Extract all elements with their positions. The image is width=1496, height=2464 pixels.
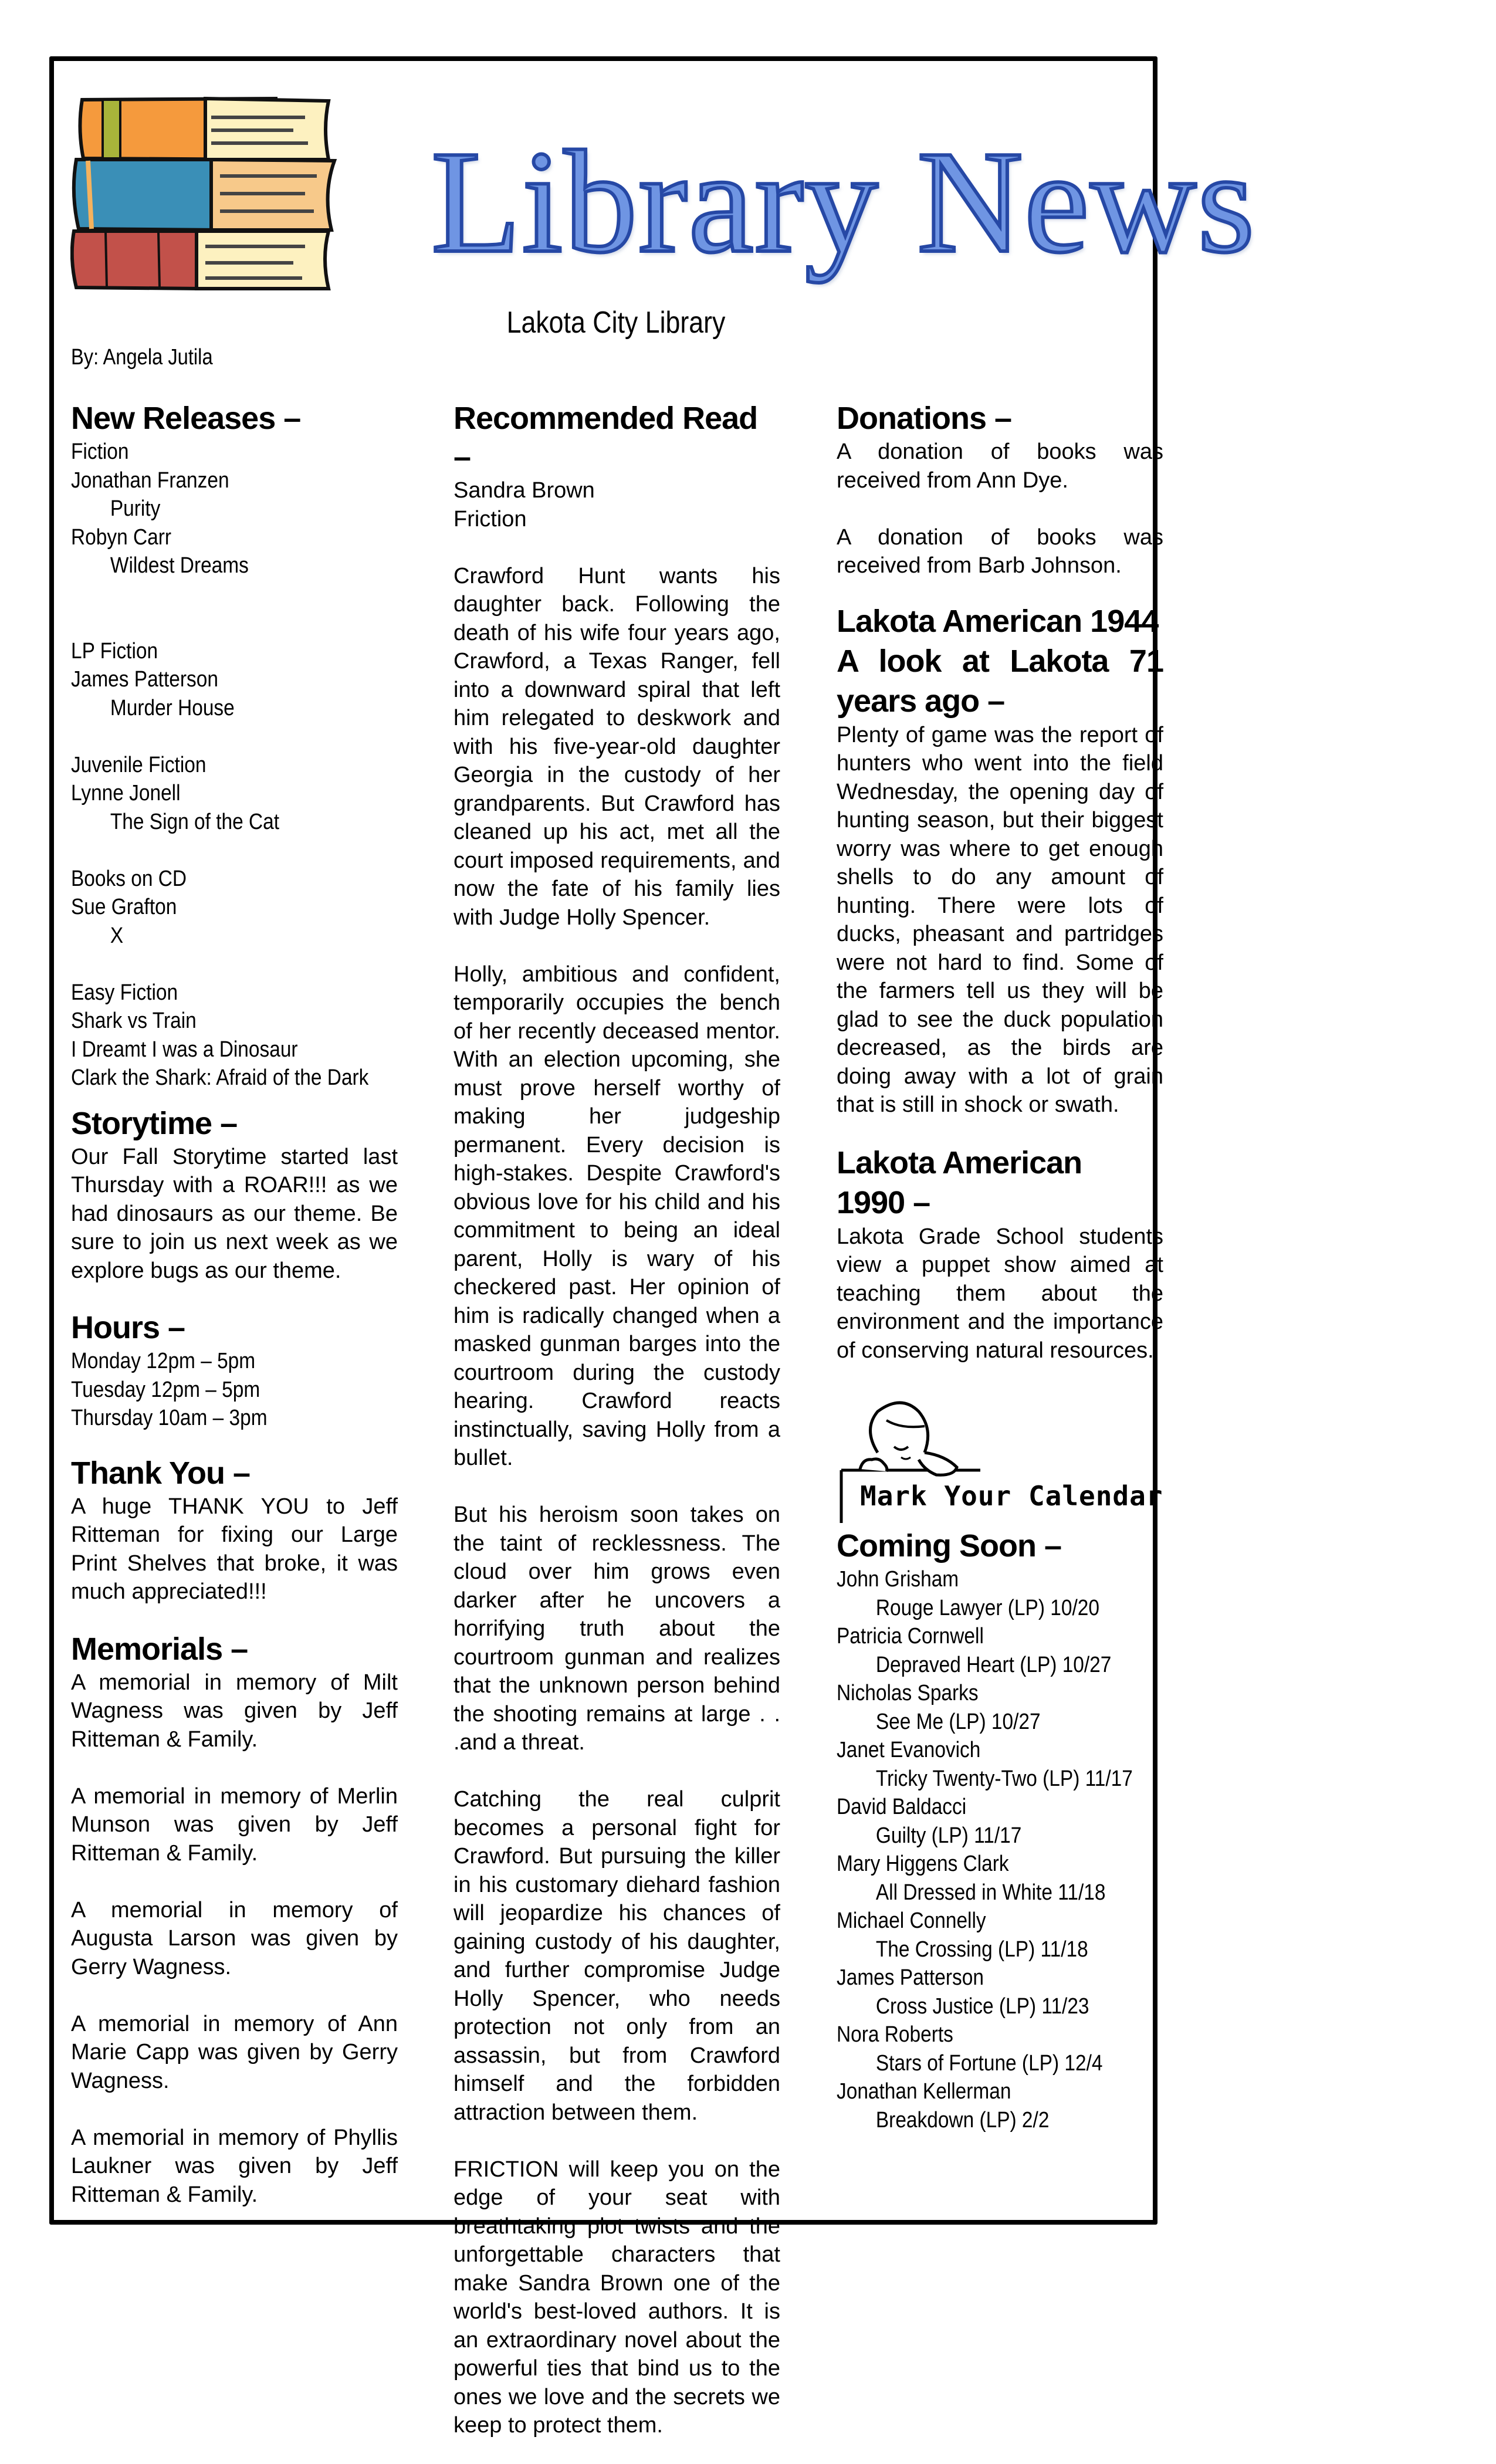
book-author: Sue Grafton [71,895,177,919]
memorial-entry: A memorial in memory of Ann Marie Capp was given by Gerry Wagness. [71,2011,398,2093]
recommended-read-heading: Recommended Read – [453,401,758,475]
book-author: Nora Roberts [837,2022,953,2047]
review-paragraph: Holly, ambitious and confident, temporarily occupies the bench of her recently deceased mentor. With an election upcoming, she must prove herself worthy of making her judgeship permanent. Every decision is high-stakes. Despite Crawford's obvious love for his child and his commitment to being an ideal parent, Holly is wary of his checkered past. Her opinion of him is radically changed when a masked gunman barges into the courtroom during the custody hearing. Crawford reacts instinctually, saving Holly from a bullet. [453,962,780,1470]
heading-line: Lakota American 1944 [837,603,1159,639]
book-title: Shark vs Train [71,1008,197,1033]
mark-your-calendar-text: Mark Your Calendar [860,1480,1163,1512]
book-title: All Dressed in White 11/18 [875,1880,1106,1905]
book-title: Tricky Twenty-Two (LP) 11/17 [875,1766,1133,1791]
book-author: Mary Higgens Clark [837,1852,1009,1876]
book-title: The Crossing (LP) 11/18 [875,1937,1088,1962]
donations-heading: Donations – [837,401,1012,436]
book-stack-icon [70,94,422,293]
category-label: LP Fiction [71,638,158,664]
book-title: I Dreamt I was a Dinosaur [71,1037,298,1062]
donation-entry: A donation of books was received from Barb Johnson. [837,524,1163,578]
review-paragraph: Crawford Hunt wants his daughter back. Following the death of his wife four years ago, Crawford, a Texas Ranger, fell into a downward spiral that left him relegated to deskwork and with his five-year-old daughter Georgia in the custody of her grandparents. But Crawford has cleaned up his act, met all the court imposed requirements, and now the fate of his family lies with Judge Holly Spencer. [453,563,780,930]
book-author: David Baldacci [837,1795,967,1819]
book-author: Michael Connelly [837,1908,986,1933]
column-middle [453,399,780,2440]
review-paragraph: But his heroism soon takes on the taint of recklessness. The cloud over him grows even darker after he uncovers a horrifying truth about the courtroom gunman and realizes that the unknown person behind the shooting remains at large . . .and a threat. [453,1502,780,1755]
mark-your-calendar-banner [837,1394,1165,1523]
donation-entry: A donation of books was received from Ann Dye. [837,439,1163,493]
memorial-entry: A memorial in memory of Phyllis Laukner was given by Jeff Ritteman & Family. [71,2125,398,2207]
book-title: Stars of Fortune (LP) 12/4 [875,2050,1103,2076]
review-paragraph: FRICTION will keep you on the edge of your seat with breathtaking plot twists and the unforgettable characters that make Sandra Brown one of the world's best-loved authors. It is an extraordinary novel about the powerful ties that bind us to the ones we love and the secrets we keep to protect them. [453,2157,780,2438]
book-author: Patricia Cornwell [837,1624,984,1649]
category-label: Juvenile Fiction [71,752,207,777]
book-title: Purity [110,496,161,521]
hours-heading: Hours – [71,1310,185,1345]
memorial-entry: A memorial in memory of Milt Wagness was given by Jeff Ritteman & Family. [71,1670,398,1752]
review-paragraph: Catching the real culprit becomes a personal fight for Crawford. But pursuing the killer in his customary diehard fashion will jeopardize his chances of gaining custody of his daughter, and further compromise Judge Holly Spencer, who needs protection not only from an assassin, but from Crawford himself and the forbidden attraction between them. [453,1787,780,2125]
book-author: Jonathan Franzen [71,468,229,493]
book-author: Jonathan Kellerman [837,2079,1011,2104]
lakota-1944-heading [837,601,1163,721]
column-right [837,399,1163,2134]
hours-line: Monday 12pm – 5pm [71,1349,256,1373]
book-title: Depraved Heart (LP) 10/27 [875,1652,1112,1677]
book-title: The Sign of the Cat [110,809,280,834]
book-title: Clark the Shark: Afraid of the Dark [71,1065,369,1090]
book-title: X [110,923,124,948]
column-left [71,399,398,2209]
new-releases-heading: New Releases – [71,401,301,436]
memorial-entry: A memorial in memory of Augusta Larson was given by Gerry Wagness. [71,1897,398,1979]
book-author: Robyn Carr [71,524,171,550]
book-title: Murder House [110,695,235,720]
byline: By: Angela Jutila [71,345,213,370]
book-author: Sandra Brown [453,478,595,503]
book-author: James Patterson [71,667,218,692]
hours-line: Tuesday 12pm – 5pm [71,1377,260,1402]
book-author: Janet Evanovich [837,1738,981,1762]
book-title: See Me (LP) 10/27 [875,1709,1041,1734]
thank-you-heading: Thank You – [71,1455,251,1491]
lakota-1990-heading [837,1143,1163,1223]
heading-line: A look at Lakota 71 [837,643,1163,679]
book-author: James Patterson [837,1965,984,1990]
heading-line: Lakota American [837,1145,1082,1180]
book-title: Breakdown (LP) 2/2 [875,2107,1050,2133]
masthead-title: Library News [431,121,1256,283]
category-label: Books on CD [71,866,187,891]
library-name: Lakota City Library [506,306,726,340]
book-author: Lynne Jonell [71,781,181,805]
hours-line: Thursday 10am – 3pm [71,1406,268,1430]
masthead [70,88,1256,299]
lakota-1990-body: Lakota Grade School students view a puppet show aimed at teaching them about the environment and the importance of conserving natural resources. [837,1224,1163,1363]
thank-you-body: A huge THANK YOU to Jeff Ritteman for fixing our Large Print Shelves that broke, it was much appreciated!!! [71,1494,398,1604]
memorials-heading: Memorials – [71,1631,248,1667]
book-title: Rouge Lawyer (LP) 10/20 [875,1595,1099,1620]
category-label: Easy Fiction [71,980,178,1005]
coming-soon-heading: Coming Soon – [837,1528,1061,1563]
storytime-heading: Storytime – [71,1105,238,1141]
heading-line: 1990 – [837,1184,930,1220]
book-title: Guilty (LP) 11/17 [875,1823,1022,1848]
heading-line: years ago – [837,683,1005,719]
book-author: Nicholas Sparks [837,1681,979,1705]
category-label: Fiction [71,439,129,464]
memorial-entry: A memorial in memory of Merlin Munson was given by Jeff Ritteman & Family. [71,1783,398,1866]
book-title: Cross Justice (LP) 11/23 [875,1993,1089,2019]
lakota-1944-body: Plenty of game was the report of hunters who went into the field Wednesday, the opening day of hunting season, but their biggest worry was where to get enough shells to do any amount of hunting. There were lots of ducks, pheasant and partridges were not hard to find. Some of the farmers tell us they will be glad to see the duck population decreased, as the birds are doing away with a lot of grain that is still in shock or swath. [837,722,1163,1117]
book-title: Wildest Dreams [110,553,249,578]
book-title: Friction [453,506,527,532]
storytime-body: Our Fall Storytime started last Thursday with a ROAR!!! as we had dinosaurs as our theme. Be sure to join us next week as we explore bugs as our theme. [71,1144,398,1283]
book-author: John Grisham [837,1567,959,1592]
